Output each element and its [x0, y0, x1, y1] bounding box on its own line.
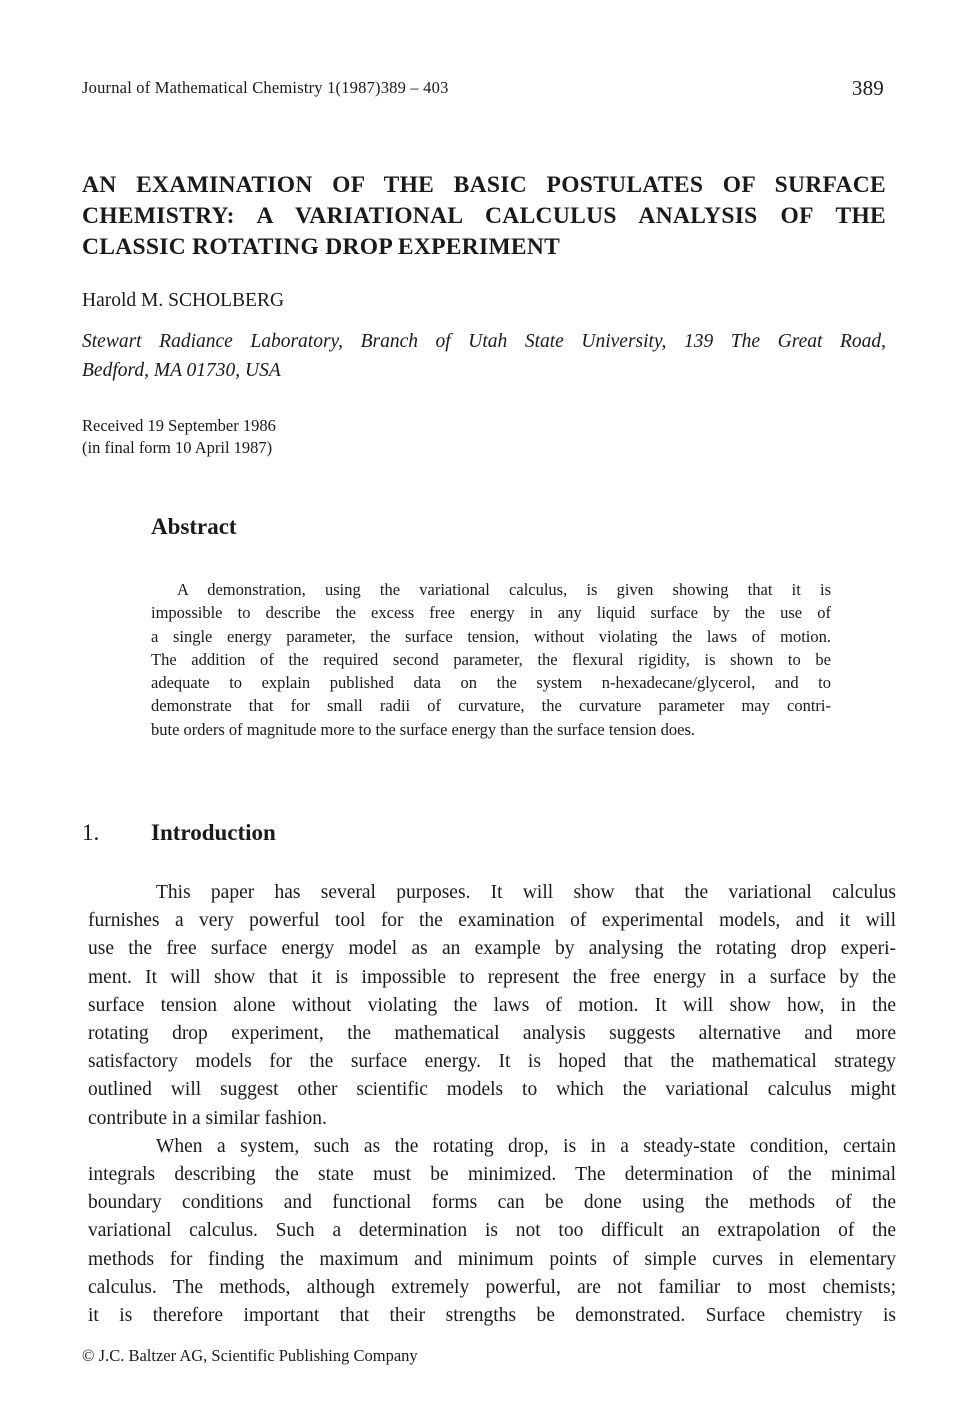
- journal-citation: Journal of Mathematical Chemistry 1(1987)389 – 403: [82, 78, 449, 97]
- abstract-line: demonstrate that for small radii of curvature, the curvature parameter may contri-: [151, 696, 831, 716]
- body-line: surface tension alone without violating the laws of motion. It will show how, in the: [88, 994, 896, 1016]
- body-line: satisfactory models for the surface energy. It is hoped that the mathematical strategy: [88, 1051, 896, 1073]
- body-line: outlined will suggest other scientific models to which the variational calculus might: [88, 1079, 896, 1101]
- author-affiliation: [82, 327, 886, 385]
- abstract-line: bute orders of magnitude more to the surface energy than the surface tension does.: [151, 719, 696, 739]
- abstract-line: impossible to describe the excess free energy in any liquid surface by the use of: [151, 603, 831, 623]
- section-number: 1.: [82, 820, 100, 845]
- abstract-line: The addition of the required second parameter, the flexural rigidity, is shown to be: [151, 649, 831, 669]
- body-line: rotating drop experiment, the mathematical analysis suggests alternative and more: [88, 1023, 896, 1045]
- body-line: methods for finding the maximum and minimum points of simple curves in elementary: [88, 1248, 896, 1270]
- body-line: integrals describing the state must be minimized. The determination of the minimal: [88, 1164, 896, 1186]
- body-line: ment. It will show that it is impossible to represent the free energy in a surface by the: [88, 966, 896, 988]
- title-line: CLASSIC ROTATING DROP EXPERIMENT: [82, 234, 561, 260]
- paper-title: [82, 170, 886, 263]
- body-line: contribute in a similar fashion.: [88, 1107, 327, 1129]
- received-line: Received 19 September 1986: [82, 416, 276, 435]
- body-line: calculus. The methods, although extremely powerful, are not familiar to most chemists;: [88, 1276, 896, 1298]
- affiliation-line: Stewart Radiance Laboratory, Branch of Utah State University, 139 The Great Road,: [82, 331, 886, 352]
- running-head: [82, 78, 886, 98]
- body-line: boundary conditions and functional forms can be done using the methods of the: [88, 1192, 896, 1214]
- affiliation-line: Bedford, MA 01730, USA: [82, 360, 281, 381]
- page-number: 389: [851, 76, 884, 100]
- received-line: (in final form 10 April 1987): [82, 438, 273, 457]
- body-line: This paper has several purposes. It will show that the variational calculus: [156, 882, 896, 903]
- introduction-body: [88, 879, 896, 1330]
- abstract-line: A demonstration, using the variational calculus, is given showing that it is: [177, 580, 831, 599]
- abstract-line: a single energy parameter, the surface tension, without violating the laws of motion.: [151, 626, 831, 646]
- body-line: furnishes a very powerful tool for the examination of experimental models, and it will: [88, 910, 896, 932]
- body-line: use the free surface energy model as an example by analysing the rotating drop experi-: [88, 938, 896, 960]
- copyright-footer: © J.C. Baltzer AG, Scientific Publishing Company: [82, 1346, 418, 1365]
- title-line: AN EXAMINATION OF THE BASIC POSTULATES OF SURFACE: [82, 172, 886, 198]
- section-heading: [82, 820, 276, 846]
- body-line: When a system, such as the rotating drop, is in a steady-state condition, certain: [156, 1135, 896, 1157]
- author-name: Harold M. SCHOLBERG: [82, 290, 285, 311]
- body-line: variational calculus. Such a determination is not too difficult an extrapolation of the: [88, 1220, 896, 1242]
- title-line: CHEMISTRY: A VARIATIONAL CALCULUS ANALYSIS OF THE: [82, 203, 886, 229]
- section-title: Introduction: [151, 820, 276, 845]
- abstract-body: [151, 578, 831, 741]
- abstract-heading: Abstract: [151, 514, 237, 539]
- body-line: it is therefore important that their strengths be demonstrated. Surface chemistry is: [88, 1305, 896, 1327]
- abstract-line: adequate to explain published data on the system n-hexadecane/glycerol, and to: [151, 673, 831, 693]
- received-dates: [82, 415, 276, 459]
